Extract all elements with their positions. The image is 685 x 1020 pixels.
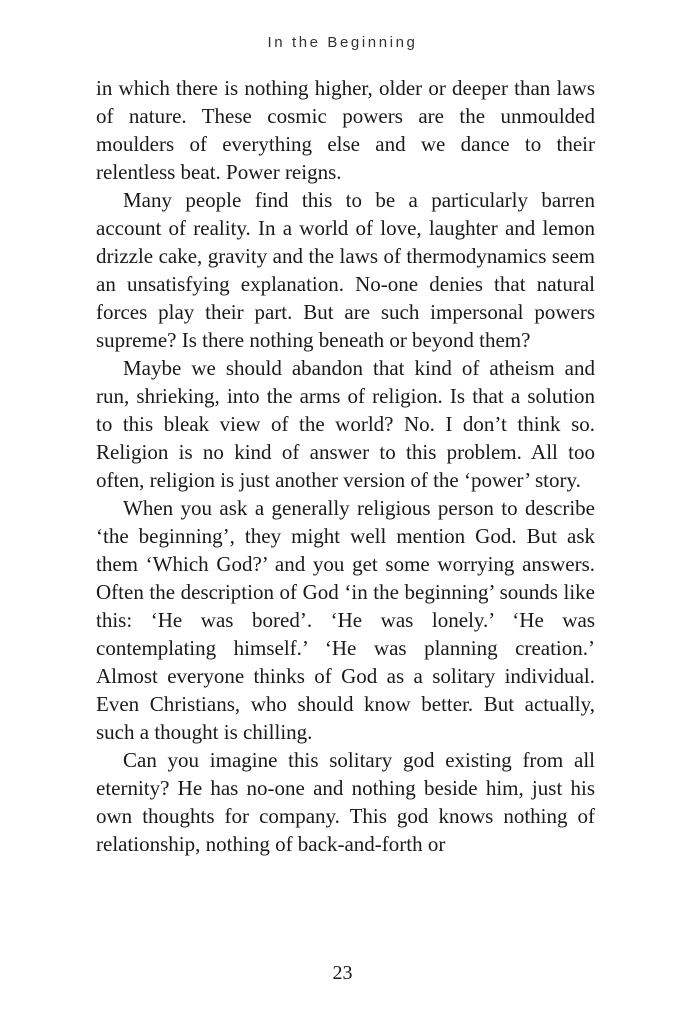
paragraph-continued: in which there is nothing higher, older or deeper than laws of nature. These cosmic powers are the unmoulded moulders of everything else and we dance to their relentless beat. Power reigns. xyxy=(96,76,595,184)
paragraph: When you ask a generally religious person to describe ‘the beginning’, they might well mention God. But ask them ‘Which God?’ and you get some worrying answers. Often the description of God ‘in the beginning’ sounds like this: ‘He was bored’. ‘He was lonely.’ ‘He was contemplating himself.’ ‘He was planning creation.’ Almost everyone thinks of God as a solitary individual. Even Christians, who should know better. But actually, such a thought is chilling. xyxy=(96,496,595,744)
page-number: 23 xyxy=(332,962,353,984)
paragraph: Many people find this to be a particularly barren account of reality. In a world of love, laughter and lemon drizzle cake, gravity and the laws of thermodynamics seem an unsatisfying explanation. No-one denies that natural forces play their part. But are such impersonal powers supreme? Is there nothing beneath or beyond them? xyxy=(96,188,595,352)
paragraph: Can you imagine this solitary god existing from all eternity? He has no-one and nothing beside him, just his own thoughts for company. This god knows nothing of relationship, nothing of back-and-forth or xyxy=(96,748,595,856)
paragraph: Maybe we should abandon that kind of atheism and run, shrieking, into the arms of religion. Is that a solution to this bleak view of the world? No. I don’t think so. Religion is no kind of answer to this problem. All too often, religion is just another version of the ‘power’ story. xyxy=(96,356,595,492)
body-text xyxy=(96,74,595,858)
running-head: In the Beginning xyxy=(267,34,418,51)
